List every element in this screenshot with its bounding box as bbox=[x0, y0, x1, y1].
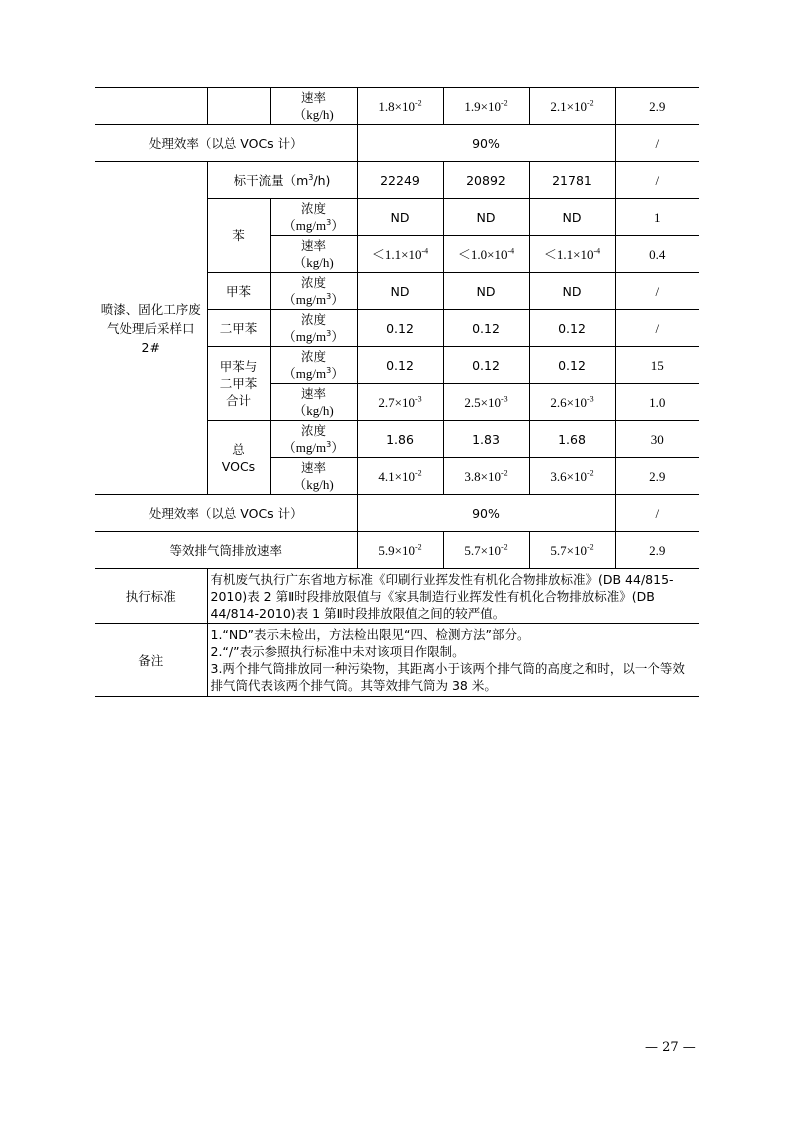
sampling-point-label: 喷漆、固化工序废气处理后采样口 2# bbox=[95, 162, 207, 495]
value-cell: $5.7\times 10^{-2}$ bbox=[443, 532, 529, 569]
value-cell: 1.86 bbox=[357, 421, 443, 458]
remarks-text bbox=[207, 624, 699, 697]
limit-cell: / bbox=[615, 162, 699, 199]
limit-cell: 1 bbox=[615, 199, 699, 236]
limit-cell: 15 bbox=[615, 347, 699, 384]
value-cell: $2.1\times 10^{-2}$ bbox=[529, 88, 615, 125]
table-row bbox=[95, 125, 699, 162]
efficiency-label: 处理效率（以总 VOCs 计） bbox=[95, 495, 357, 532]
limit-cell: 30 bbox=[615, 421, 699, 458]
value-cell: $2.5\times 10^{-3}$ bbox=[443, 384, 529, 421]
value-cell: ND bbox=[529, 199, 615, 236]
value-cell: $5.7\times 10^{-2}$ bbox=[529, 532, 615, 569]
value-cell: 0.12 bbox=[443, 347, 529, 384]
value-cell: $5.9\times 10^{-2}$ bbox=[357, 532, 443, 569]
param-label: 浓度 $(mg/m^3)$ bbox=[270, 199, 357, 236]
pollutant-benzene: 苯 bbox=[207, 199, 270, 273]
empty-cell bbox=[207, 88, 270, 125]
param-label: 速率 （kg/h) bbox=[270, 384, 357, 421]
empty-cell bbox=[95, 88, 207, 125]
pollutant-xylene: 二甲苯 bbox=[207, 310, 270, 347]
param-label: 浓度 $(mg/m^3)$ bbox=[270, 421, 357, 458]
table-row bbox=[95, 624, 699, 697]
flow-label: 标干流量$(m^3/h)$ bbox=[207, 162, 357, 199]
table-row bbox=[95, 162, 699, 199]
table-row bbox=[95, 88, 699, 125]
limit-cell: 0.4 bbox=[615, 236, 699, 273]
value-cell: 20892 bbox=[443, 162, 529, 199]
value-cell: $1.9\times 10^{-2}$ bbox=[443, 88, 529, 125]
limit-cell: 2.9 bbox=[615, 458, 699, 495]
value-cell: 21781 bbox=[529, 162, 615, 199]
value-cell: 0.12 bbox=[357, 347, 443, 384]
value-cell: 0.12 bbox=[443, 310, 529, 347]
remark-line: 2.“/”表示参照执行标准中未对该项目作限制。 bbox=[210, 644, 465, 659]
value-cell: 0.12 bbox=[529, 310, 615, 347]
limit-cell: / bbox=[615, 125, 699, 162]
param-label: 浓度 $(mg/m^3)$ bbox=[270, 273, 357, 310]
remark-line: 3.两个排气筒排放同一种污染物，其距离小于该两个排气筒的高度之和时，以一个等效排气筒代表该两个排气筒。其等效排气筒为 38 米。 bbox=[210, 661, 685, 693]
value-cell: 0.12 bbox=[529, 347, 615, 384]
efficiency-value: 90% bbox=[357, 125, 615, 162]
value-cell: $<1.0\times 10^{-4}$ bbox=[443, 236, 529, 273]
pollutant-toluene: 甲苯 bbox=[207, 273, 270, 310]
efficiency-value: 90% bbox=[357, 495, 615, 532]
limit-cell: / bbox=[615, 495, 699, 532]
limit-cell: 1.0 bbox=[615, 384, 699, 421]
pollutant-total-vocs: 总 VOCs bbox=[207, 421, 270, 495]
value-cell: 22249 bbox=[357, 162, 443, 199]
emission-results-table bbox=[95, 87, 699, 697]
page-number: — 27 — bbox=[645, 1040, 696, 1055]
value-cell: ND bbox=[443, 273, 529, 310]
table-row bbox=[95, 495, 699, 532]
remark-line: 1.“ND”表示未检出，方法检出限见“四、检测方法”部分。 bbox=[210, 627, 530, 642]
value-cell: ND bbox=[529, 273, 615, 310]
table-row bbox=[95, 532, 699, 569]
limit-cell: / bbox=[615, 310, 699, 347]
efficiency-label: 处理效率（以总 VOCs 计） bbox=[95, 125, 357, 162]
remarks-label: 备注 bbox=[95, 624, 207, 697]
param-label: 速率 （kg/h) bbox=[270, 236, 357, 273]
value-cell: $3.8\times 10^{-2}$ bbox=[443, 458, 529, 495]
standard-text: 有机废气执行广东省地方标准《印刷行业挥发性有机化合物排放标准》(DB 44/815-2010)表 2 第Ⅱ时段排放限值与《家具制造行业挥发性有机化合物排放标准》(DB 44/814-2010)表 1 第Ⅱ时段排放限值之间的较严值。 bbox=[207, 569, 699, 624]
pollutant-toluene-xylene-total: 甲苯与 二甲苯 合计 bbox=[207, 347, 270, 421]
value-cell: $2.6\times 10^{-3}$ bbox=[529, 384, 615, 421]
value-cell: 1.83 bbox=[443, 421, 529, 458]
value-cell: $1.8\times 10^{-2}$ bbox=[357, 88, 443, 125]
param-label: 速率 （kg/h) bbox=[270, 458, 357, 495]
value-cell: 1.68 bbox=[529, 421, 615, 458]
equivalent-stack-label: 等效排气筒排放速率 bbox=[95, 532, 357, 569]
value-cell: ND bbox=[443, 199, 529, 236]
value-cell: $<1.1\times 10^{-4}$ bbox=[529, 236, 615, 273]
param-label: 浓度 $(mg/m^3)$ bbox=[270, 310, 357, 347]
param-label: 速率 （kg/h) bbox=[270, 88, 357, 125]
limit-cell: / bbox=[615, 273, 699, 310]
value-cell: $<1.1\times 10^{-4}$ bbox=[357, 236, 443, 273]
value-cell: 0.12 bbox=[357, 310, 443, 347]
value-cell: ND bbox=[357, 273, 443, 310]
param-label: 浓度 $(mg/m^3)$ bbox=[270, 347, 357, 384]
standard-label: 执行标准 bbox=[95, 569, 207, 624]
value-cell: ND bbox=[357, 199, 443, 236]
table-row bbox=[95, 569, 699, 624]
limit-cell: 2.9 bbox=[615, 532, 699, 569]
value-cell: $2.7\times 10^{-3}$ bbox=[357, 384, 443, 421]
value-cell: $3.6\times 10^{-2}$ bbox=[529, 458, 615, 495]
limit-cell: 2.9 bbox=[615, 88, 699, 125]
value-cell: $4.1\times 10^{-2}$ bbox=[357, 458, 443, 495]
